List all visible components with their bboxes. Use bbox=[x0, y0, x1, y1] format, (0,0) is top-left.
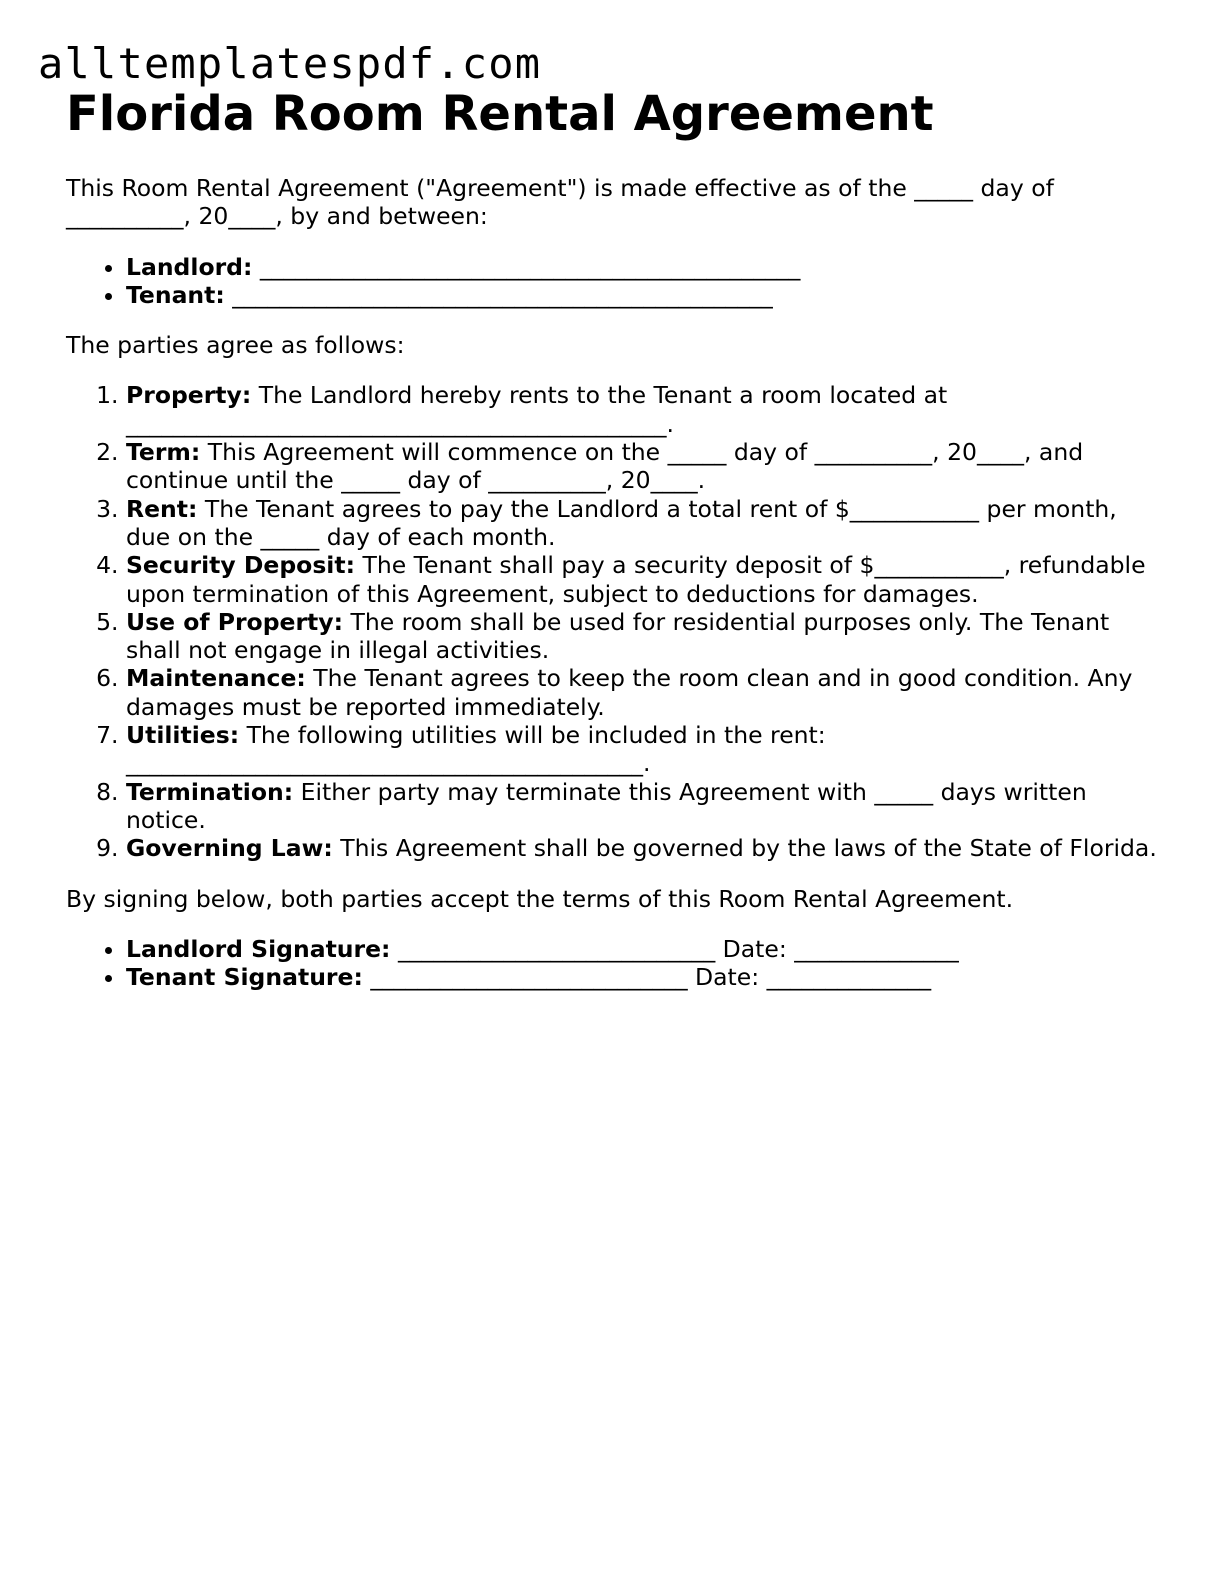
term-label: Property: bbox=[126, 381, 252, 410]
party-blank: ______________________________________________ bbox=[252, 252, 801, 281]
term-label: Utilities: bbox=[126, 721, 240, 750]
term-item-security-deposit bbox=[126, 551, 1166, 608]
signature-blank: ___________________________ Date: ______________ bbox=[362, 963, 932, 992]
term-text: The room shall be used for residential purposes only. The Tenant shall not engage in illegal activities. bbox=[126, 607, 1110, 665]
term-text: This Agreement will commence on the _____ day of __________, 20____, and continue until the _____ day of __________, 20____. bbox=[126, 438, 1084, 495]
signature-landlord bbox=[126, 935, 1166, 963]
parties-list bbox=[66, 253, 1166, 310]
term-text: The following utilities will be included in the rent: ____________________________________________. bbox=[126, 721, 826, 778]
term-item-property bbox=[126, 381, 1166, 438]
agree-paragraph: The parties agree as follows: bbox=[66, 331, 405, 360]
term-item-maintenance bbox=[126, 664, 1166, 721]
term-label: Governing Law: bbox=[126, 834, 333, 863]
term-label: Termination: bbox=[126, 777, 294, 806]
terms-list bbox=[66, 381, 1166, 862]
term-item-term bbox=[126, 438, 1166, 495]
term-text: Either party may terminate this Agreement with _____ days written notice. bbox=[126, 777, 1087, 834]
term-item-rent bbox=[126, 495, 1166, 552]
term-label: Maintenance: bbox=[126, 664, 306, 693]
term-text: This Agreement shall be governed by the laws of the State of Florida. bbox=[332, 834, 1157, 863]
party-label: Tenant: bbox=[126, 280, 225, 309]
term-item-termination bbox=[126, 778, 1166, 835]
watermark-text: alltemplatespdf.com bbox=[38, 39, 542, 88]
signature-tenant bbox=[126, 963, 1166, 991]
party-label: Landlord: bbox=[126, 252, 253, 281]
signatures-list bbox=[66, 935, 1166, 992]
party-tenant bbox=[126, 281, 1166, 309]
term-label: Rent: bbox=[126, 494, 198, 523]
party-blank: ______________________________________________ bbox=[224, 280, 773, 309]
signature-blank: ___________________________ Date: ______________ bbox=[390, 934, 959, 963]
term-text: The Tenant shall pay a security deposit of $___________, refundable upon termination of this Agreement, subject to deductions for damages. bbox=[126, 551, 1146, 608]
closing-paragraph: By signing below, both parties accept the terms of this Room Rental Agreement. bbox=[66, 884, 1014, 913]
signature-label: Tenant Signature: bbox=[126, 963, 363, 992]
document-title: Florida Room Rental Agreement bbox=[66, 86, 934, 142]
term-label: Security Deposit: bbox=[126, 551, 355, 580]
term-item-utilities bbox=[126, 721, 1166, 778]
term-item-use-of-property bbox=[126, 608, 1166, 665]
party-landlord bbox=[126, 253, 1166, 281]
term-item-governing-law bbox=[126, 834, 1166, 862]
term-label: Use of Property: bbox=[126, 607, 343, 636]
term-text: The Tenant agrees to pay the Landlord a total rent of $___________ per month, due on the _____ day of each month. bbox=[126, 494, 1117, 551]
signature-label: Landlord Signature: bbox=[126, 934, 391, 963]
term-text: The Landlord hereby rents to the Tenant a room located at ______________________________________________. bbox=[126, 381, 948, 438]
term-text: The Tenant agrees to keep the room clean and in good condition. Any damages must be reported immediately. bbox=[126, 664, 1133, 721]
intro-paragraph: This Room Rental Agreement ("Agreement") is made effective as of the _____ day of __________, 20____, by and between: bbox=[66, 174, 1054, 231]
term-label: Term: bbox=[126, 438, 201, 467]
document-body bbox=[66, 86, 1166, 1013]
